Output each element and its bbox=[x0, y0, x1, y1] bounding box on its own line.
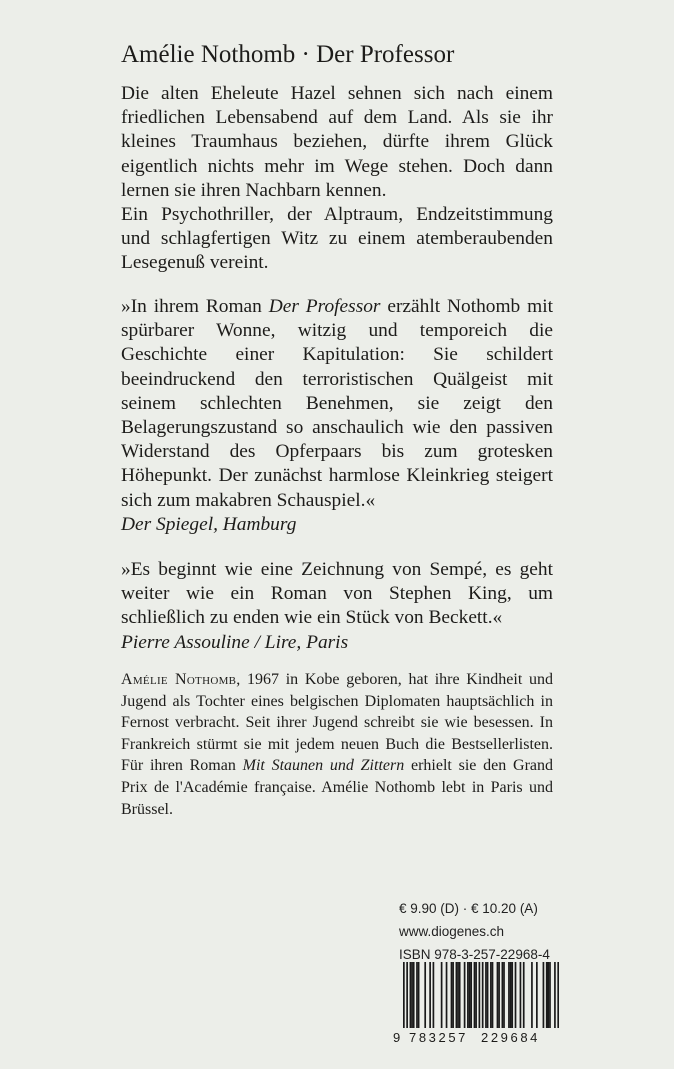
blurb-paragraph-1: Die alten Eheleute Hazel sehnen sich nach einem friedlichen Lebensabend auf dem Land. Als sie ihr kleines Traumhaus beziehen, dürfte ihrem Glück eigentlich nichts mehr im Wege stehen. Doch dann lernen sie ihren Nachbarn kennen. bbox=[121, 83, 553, 201]
barcode-bar bbox=[413, 962, 415, 1028]
barcode-bar bbox=[479, 962, 481, 1028]
barcode-bar bbox=[441, 962, 443, 1028]
barcode-bar bbox=[433, 962, 435, 1028]
barcode-bar bbox=[502, 962, 504, 1028]
quote-source: Der Spiegel, Hamburg bbox=[121, 513, 297, 535]
quote-source: Pierre Assouline / Lire, Paris bbox=[121, 631, 349, 653]
barcode-bar bbox=[508, 962, 510, 1028]
barcode-bar bbox=[546, 962, 548, 1028]
barcode-bar bbox=[464, 962, 466, 1028]
barcode-bar bbox=[410, 962, 412, 1028]
bio-text-start: , 1967 in Kobe geboren, hat ihre Kindheit und Jugend als Tochter eines belgischen Diplomaten hauptsächlich in Fernost verbracht. Seit ihrer Jugend schreibt sie wie besessen. In Frankreich stürmt sie mit jedem neuen Buch die Bestsellerlisten. Für ihren Roman bbox=[121, 671, 553, 775]
barcode-bar bbox=[459, 962, 461, 1028]
barcode-left-digits: 783257 bbox=[409, 1030, 468, 1045]
barcode-bar bbox=[403, 962, 405, 1028]
isbn: ISBN 978-3-257-22968-4 bbox=[399, 947, 550, 962]
author-bio bbox=[121, 669, 553, 820]
barcode-bar bbox=[411, 962, 413, 1028]
barcode-bar bbox=[487, 962, 489, 1028]
barcode-bar bbox=[418, 962, 420, 1028]
barcode bbox=[393, 962, 561, 1044]
barcode-bar bbox=[523, 962, 525, 1028]
barcode-bar bbox=[485, 962, 487, 1028]
barcode-bar bbox=[531, 962, 533, 1028]
review-quote-assouline bbox=[121, 558, 553, 655]
barcode-bar bbox=[503, 962, 505, 1028]
page-title: Amélie Nothomb · Der Professor bbox=[121, 41, 455, 68]
bio-book-title: Mit Staunen und Zittern bbox=[242, 757, 405, 775]
barcode-bar bbox=[406, 962, 408, 1028]
quote-text-start: »In ihrem Roman bbox=[121, 296, 269, 317]
review-quote-spiegel bbox=[121, 295, 553, 537]
barcode-bar bbox=[549, 962, 551, 1028]
barcode-bar bbox=[475, 962, 477, 1028]
barcode-bar bbox=[457, 962, 459, 1028]
barcode-bar bbox=[469, 962, 471, 1028]
barcode-bar bbox=[497, 962, 499, 1028]
barcode-bar bbox=[557, 962, 559, 1028]
barcode-bar bbox=[467, 962, 469, 1028]
blurb-paragraph-2: Ein Psychothriller, der Alptraum, Endzeitstimmung und schlagfertigen Witz zu einem atemberaubenden Lesegenuß vereint. bbox=[121, 204, 553, 274]
barcode-bar bbox=[429, 962, 431, 1028]
barcode-bar bbox=[543, 962, 545, 1028]
blurb-text bbox=[121, 82, 553, 276]
barcode-bar bbox=[511, 962, 513, 1028]
barcode-bar bbox=[515, 962, 517, 1028]
barcode-bar bbox=[498, 962, 500, 1028]
barcode-bar bbox=[536, 962, 538, 1028]
barcode-bar bbox=[482, 962, 484, 1028]
author-name: Amélie Nothomb bbox=[121, 671, 237, 688]
barcode-bar bbox=[510, 962, 512, 1028]
website: www.diogenes.ch bbox=[399, 924, 505, 939]
barcode-right-digits: 229684 bbox=[481, 1030, 540, 1045]
barcode-bar bbox=[456, 962, 458, 1028]
barcode-bar bbox=[416, 962, 418, 1028]
barcode-lead-digit: 9 bbox=[393, 1030, 401, 1045]
bio-text-end: erhielt sie den Grand Prix de l'Académie française. Amélie Nothomb lebt in Paris und Brüssel. bbox=[121, 757, 554, 818]
barcode-bar bbox=[470, 962, 472, 1028]
barcode-bars bbox=[403, 962, 559, 1028]
barcode-bar bbox=[490, 962, 492, 1028]
barcode-bar bbox=[452, 962, 454, 1028]
barcode-bar bbox=[492, 962, 494, 1028]
quote-text-rest: erzählt Nothomb mit spürbarer Wonne, witzig und temporeich die Geschichte einer Kapitulation: Sie schildert beeindruckend den terroristischen Quälgeist mit seinem schlechten Benehmen, sie zeigt den Belagerungszustand so anschaulich wie den passiven Widerstand des Opferpaars bis zum grotesken Höhepunkt. Der zunächst harmlose Kleinkrieg steigert sich zum makabren Schauspiel.« bbox=[121, 296, 553, 511]
barcode-bar bbox=[474, 962, 476, 1028]
price: € 9.90 (D) · € 10.20 (A) bbox=[399, 901, 538, 916]
barcode-bar bbox=[424, 962, 426, 1028]
quote-text: »Es beginnt wie eine Zeichnung von Sempé, es geht weiter wie ein Roman von Stephen King, um schließlich zu enden wie ein Stück von Beckett.« bbox=[121, 559, 553, 629]
quote-book-title: Der Professor bbox=[268, 296, 381, 317]
barcode-bar bbox=[520, 962, 522, 1028]
barcode-bar bbox=[554, 962, 556, 1028]
barcode-bar bbox=[446, 962, 448, 1028]
barcode-bar bbox=[548, 962, 550, 1028]
publication-info bbox=[399, 897, 559, 966]
barcode-bar bbox=[451, 962, 453, 1028]
